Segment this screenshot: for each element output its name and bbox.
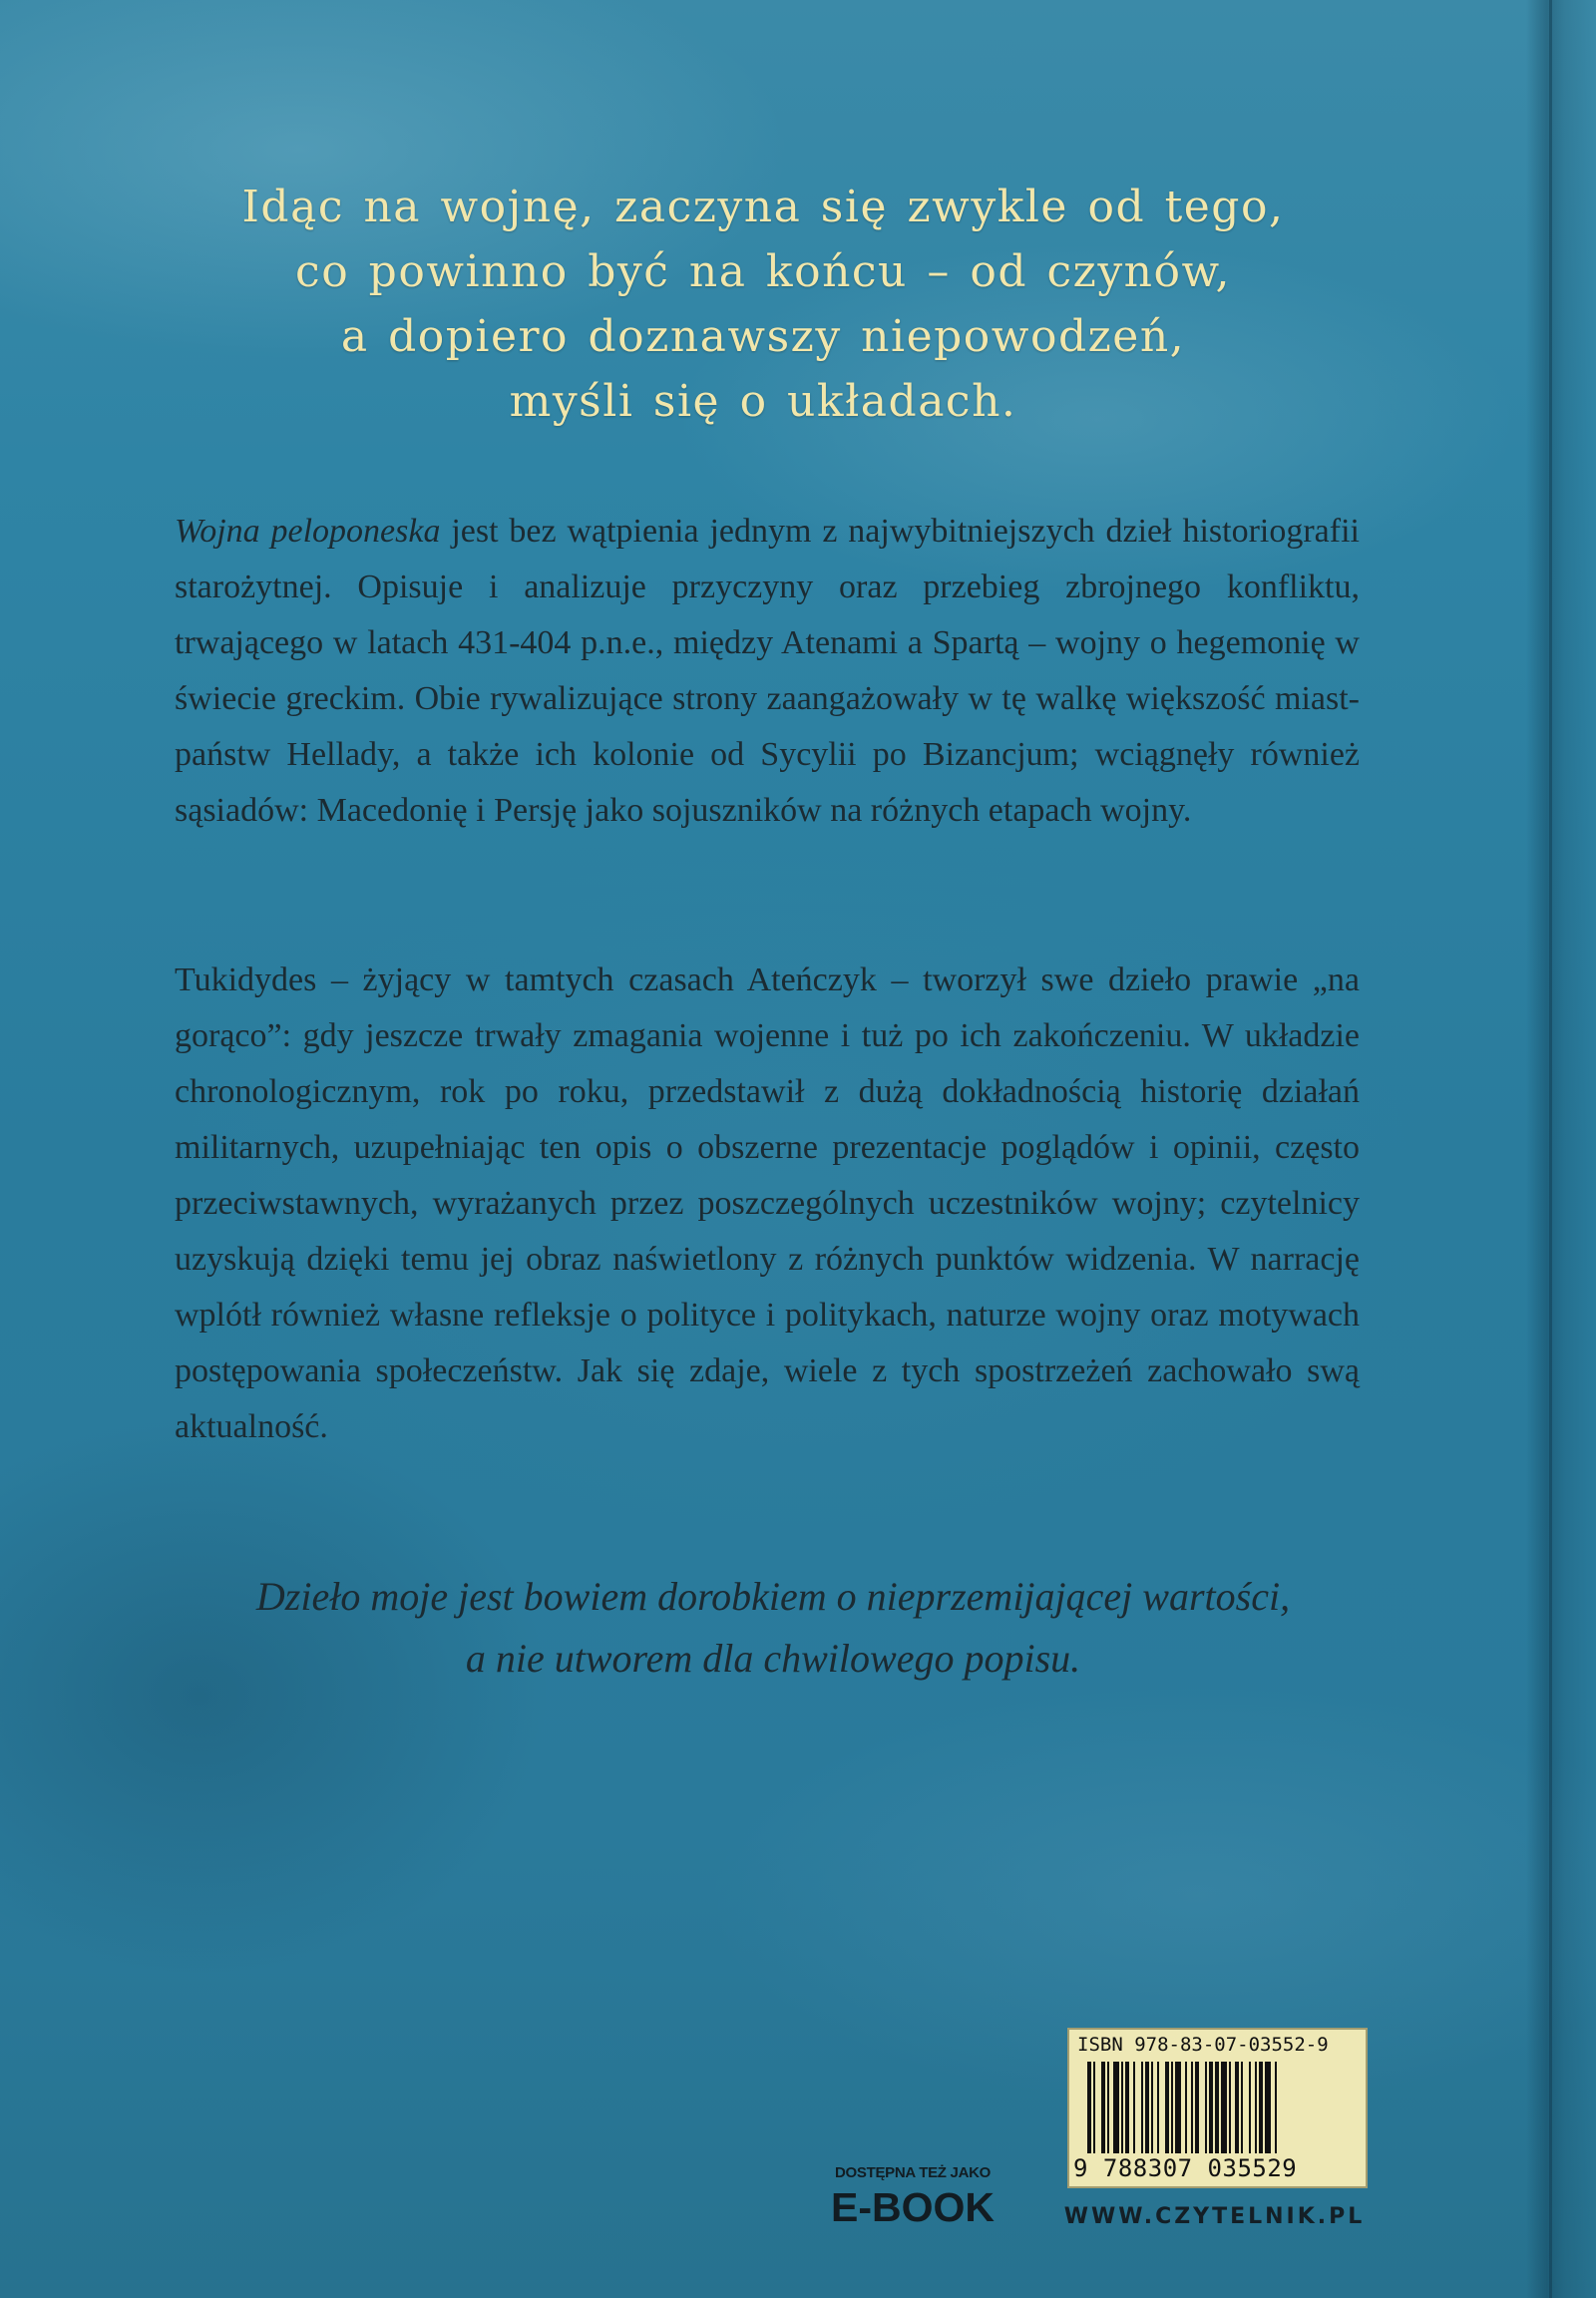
book-title-italic: Wojna peloponeska [175,513,441,550]
isbn-number: ISBN 978-83-07-03552-9 [1077,2034,1329,2056]
ebook-notice-small: DOSTĘPNA TEŻ JAKO [834,2164,992,2181]
spine-shadow [1526,0,1596,2298]
epigraph-line: co powinno być na końcu – od czynów, [295,246,1231,297]
epigraph-line: Idąc na wojnę, zaczyna się zwykle od tego, [241,182,1285,232]
spine-crease [1549,0,1552,2298]
paragraph-text: Tukidydes – żyjący w tamtych czasach Ateńczyk – tworzył swe dzieło prawie „na gorąco”: gdy jeszcze trwały zmagania wojenne i tuż po ich zakończeniu. W układzie chronologicznym, rok po roku, przedstawił z dużą dokładnością historię działań militarnych, uzupełniając ten opis o obszerne prezentacje poglądów i opinii, często przeciwstawnych, wyrażanych przez poszczególnych uczestników wojny; czytelnicy uzyskują dzięki temu jej obraz naświetlony z różnych punktów widzenia. W narrację wplótł również własne refleksje o polityce i politykach, naturze wojny oraz motywach postępowania społeczeństw. Jak się zdaje, wiele z tych spostrzeżeń zachowało swą aktualność. [175,961,1360,1445]
epigraph-line: myśli się o układach. [509,376,1017,427]
epigraph-quote [150,175,1377,434]
closing-quote-line: a nie utworem dla chwilowego popisu. [465,1636,1081,1681]
closing-quote [150,1566,1396,1690]
ebook-notice [828,2164,998,2229]
closing-quote-line: Dzieło moje jest bowiem dorobkiem o nieprzemijającej wartości, [255,1574,1291,1619]
ebook-notice-big: E-BOOK [831,2184,995,2230]
description-paragraph-1 [175,504,1360,839]
epigraph-line: a dopiero doznawszy niepowodzeń, [340,311,1186,362]
publisher-website: WWW.CZYTELNIK.PL [1063,2204,1366,2229]
isbn-barcode-label [1067,2028,1368,2188]
barcode-bars [1087,2062,1347,2153]
description-paragraph-2 [175,953,1360,1455]
barcode-digits: 9 788307 035529 [1073,2154,1298,2182]
paragraph-text: jest bez wątpienia jednym z najwybitniejszych dzieł historiografii starożytnej. Opisuje i analizuje przyczyny oraz przebieg zbrojnego konfliktu, trwającego w latach 431-404 p.n.e., między Atenami a Spartą – wojny o hegemonię w świecie greckim. Obie rywalizujące strony zaangażowały w tę walkę większość miast-państw Hellady, a także ich kolonie od Sycylii po Bizancjum; wciągnęły również sąsiadów: Macedonię i Persję jako sojuszników na różnych etapach wojny. [175,513,1360,829]
